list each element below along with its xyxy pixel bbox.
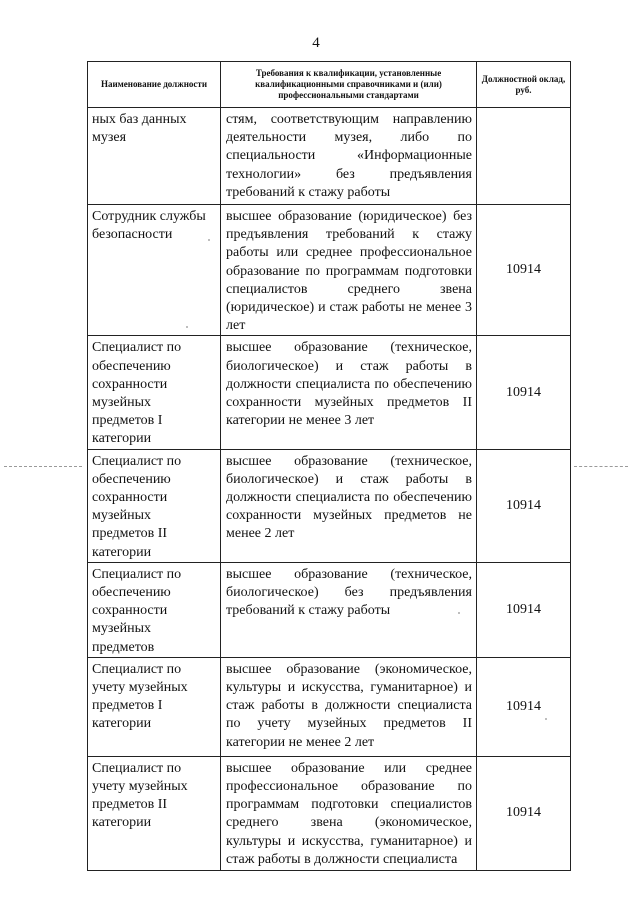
scan-artifact-dash [4, 466, 82, 467]
header-position: Наименование должности [88, 62, 221, 108]
salary-cell: 10914 [477, 205, 571, 336]
page-number: 4 [312, 35, 320, 51]
salary-cell: 10914 [477, 336, 571, 449]
qualification-table [87, 61, 571, 871]
salary-cell: 10914 [477, 562, 571, 657]
table-header-row [88, 62, 571, 108]
requirements-cell: стям, соответствующим направлению деятельности музея, либо по специальности «Информационные технологии» без предъявления требований к стажу работы [221, 108, 477, 205]
salary-cell: 10914 [477, 756, 571, 870]
position-cell: Специалист по обеспечению сохранности музейных предметов [88, 562, 221, 657]
header-requirements: Требования к квалификации, установленные квалификационными справочниками и (или) профессиональными стандартами [221, 62, 477, 108]
table-row [88, 756, 571, 870]
position-cell: Специалист по учету музейных предметов I категории [88, 657, 221, 756]
requirements-cell: высшее образование (техническое, биологическое) и стаж работы в должности специалиста по обеспечению сохранности музейных предметов не менее 2 лет [221, 449, 477, 562]
scan-speck [186, 326, 188, 328]
table-row [88, 205, 571, 336]
scan-speck [545, 718, 547, 720]
salary-cell [477, 108, 571, 205]
scan-speck [208, 239, 210, 241]
position-cell: Специалист по учету музейных предметов II категории [88, 756, 221, 870]
position-cell: ных баз данных музея [88, 108, 221, 205]
table-row [88, 336, 571, 449]
table-row [88, 562, 571, 657]
requirements-cell: высшее образование или среднее профессиональное образование по программам подготовки специалистов среднего звена (экономическое, культуры и искусства, гуманитарное) и стаж работы в должности специалиста [221, 756, 477, 870]
scan-artifact-dash [574, 466, 628, 467]
requirements-cell: высшее образование (юридическое) без предъявления требований к стажу работы или среднее профессиональное образование по программам подготовки специалистов среднего звена (юридическое) и стаж работы не менее 3 лет [221, 205, 477, 336]
header-salary: Должностной оклад, руб. [477, 62, 571, 108]
table-row [88, 449, 571, 562]
salary-cell: 10914 [477, 657, 571, 756]
position-cell: Специалист по обеспечению сохранности музейных предметов II категории [88, 449, 221, 562]
table-row [88, 108, 571, 205]
requirements-cell: высшее образование (техническое, биологическое) без предъявления требований к стажу работы [221, 562, 477, 657]
requirements-cell: высшее образование (техническое, биологическое) и стаж работы в должности специалиста по обеспечению сохранности музейных предметов II категории не менее 3 лет [221, 336, 477, 449]
requirements-cell: высшее образование (экономическое, культуры и искусства, гуманитарное) и стаж работы в должности специалиста по учету музейных предметов II категории не менее 2 лет [221, 657, 477, 756]
position-cell: Сотрудник службы безопасности [88, 205, 221, 336]
salary-cell: 10914 [477, 449, 571, 562]
position-cell: Специалист по обеспечению сохранности музейных предметов I категории [88, 336, 221, 449]
table-row [88, 657, 571, 756]
scan-speck [458, 612, 460, 614]
